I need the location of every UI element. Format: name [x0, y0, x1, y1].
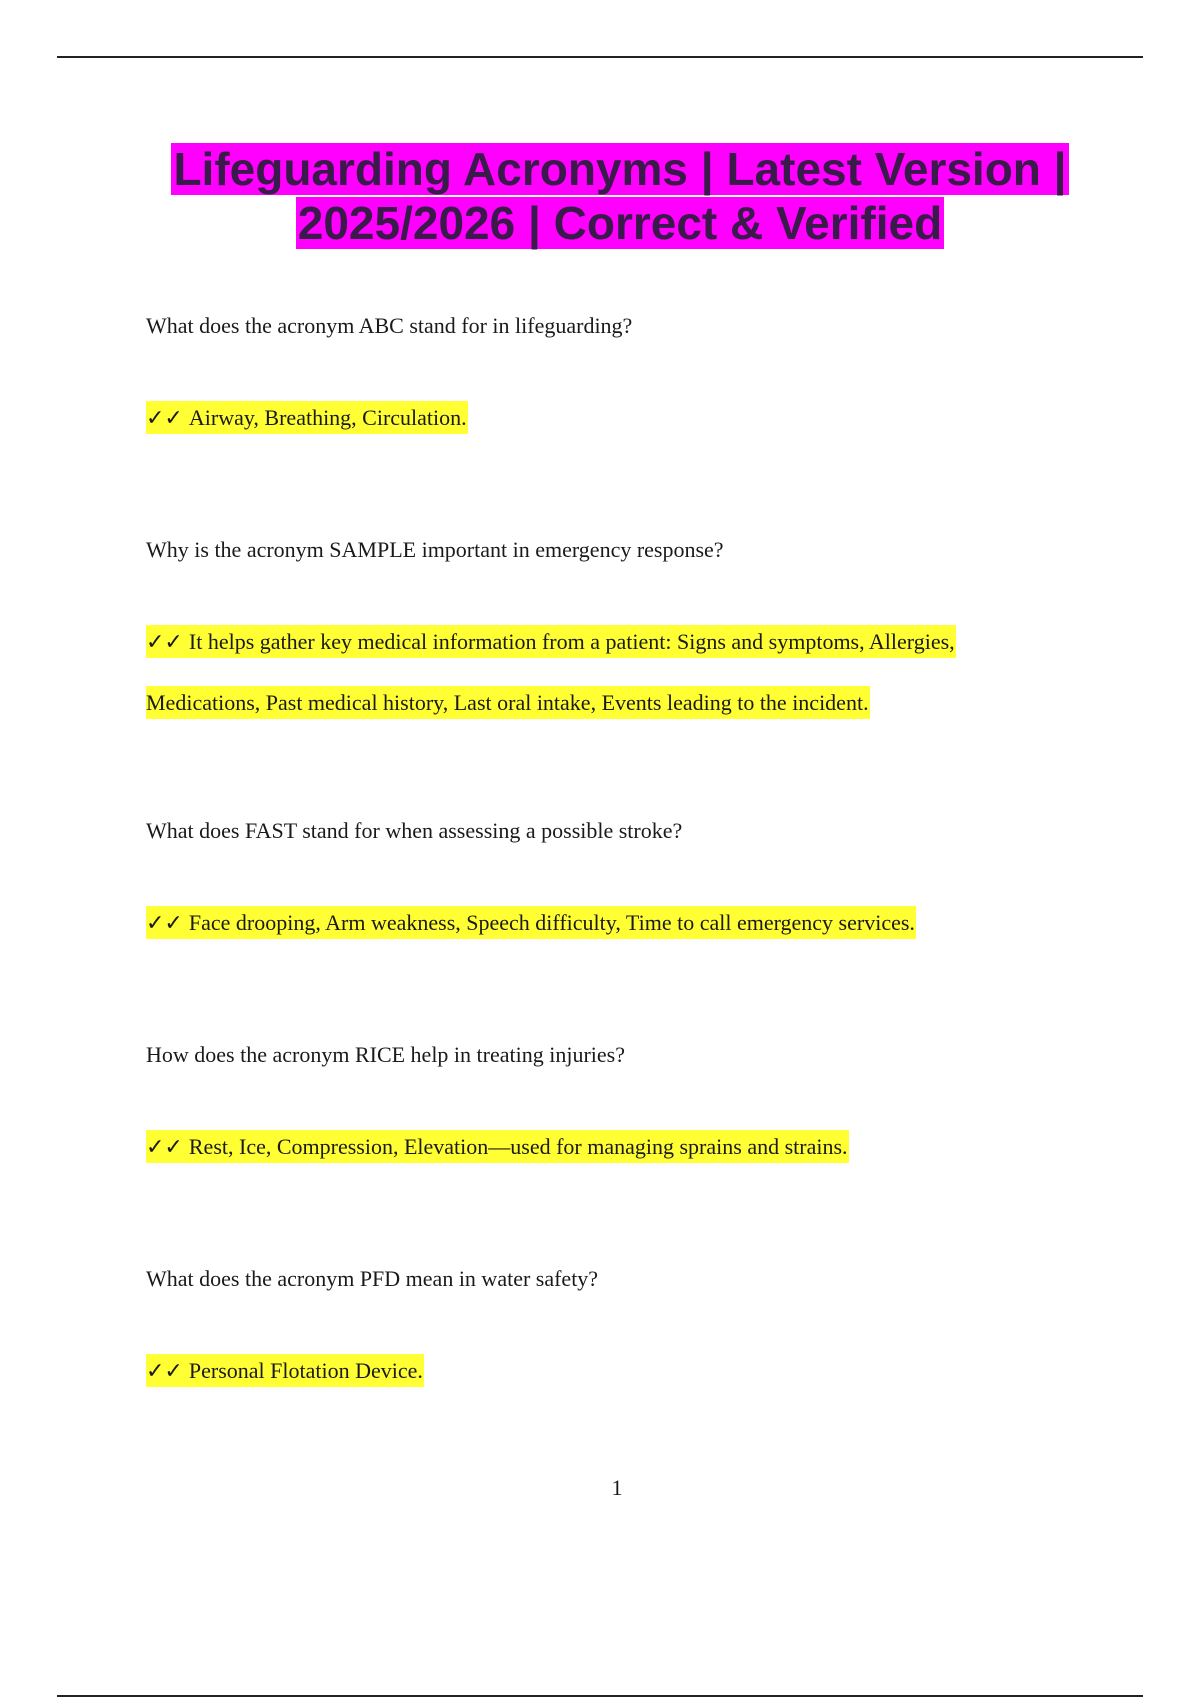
- answer-highlight: [146, 401, 468, 434]
- answer-body: Airway, Breathing, Circulation.: [188, 405, 467, 430]
- question-text: How does the acronym RICE help in treating injuries?: [146, 1042, 625, 1067]
- answer-highlight: [146, 1130, 849, 1163]
- answer-text: [146, 1117, 1046, 1178]
- question-text: What does the acronym ABC stand for in lifeguarding?: [146, 313, 633, 338]
- answer-text: [146, 1341, 1046, 1402]
- document-title-text: Lifeguarding Acronyms | Latest Version | 2025/2026 | Correct & Verified: [173, 143, 1067, 249]
- check-mark-icon: ✓✓: [146, 1359, 183, 1384]
- answer-text: [146, 893, 1046, 954]
- question-text: What does the acronym PFD mean in water safety?: [146, 1266, 599, 1291]
- top-rule: [57, 56, 1143, 58]
- qa-item: [146, 1041, 1146, 1178]
- page-number: 1: [611, 1475, 623, 1500]
- question-text: Why is the acronym SAMPLE important in emergency response?: [146, 537, 724, 562]
- answer-highlight: [146, 625, 956, 719]
- answer-body: It helps gather key medical information from a patient: Signs and symptoms, Allergies, Medications, Past medical history, Last oral intake, Events leading to the incident.: [146, 629, 955, 715]
- qa-item: [146, 1265, 1146, 1402]
- answer-highlight: [146, 906, 916, 939]
- answer-body: Rest, Ice, Compression, Elevation—used for managing sprains and strains.: [188, 1134, 848, 1159]
- question-text: What does FAST stand for when assessing a possible stroke?: [146, 818, 683, 843]
- qa-item: [146, 312, 1146, 449]
- answer-text: [146, 612, 1046, 733]
- answer-body: Personal Flotation Device.: [188, 1358, 423, 1383]
- check-mark-icon: ✓✓: [146, 911, 183, 936]
- document-title: [80, 142, 1160, 250]
- answer-body: Face drooping, Arm weakness, Speech difficulty, Time to call emergency services.: [188, 910, 915, 935]
- check-mark-icon: ✓✓: [146, 406, 183, 431]
- qa-item: [146, 817, 1146, 954]
- qa-item: [146, 536, 1146, 733]
- answer-text: [146, 388, 1046, 449]
- check-mark-icon: ✓✓: [146, 1135, 183, 1160]
- check-mark-icon: ✓✓: [146, 630, 183, 655]
- answer-highlight: [146, 1354, 424, 1387]
- bottom-rule: [57, 1695, 1143, 1697]
